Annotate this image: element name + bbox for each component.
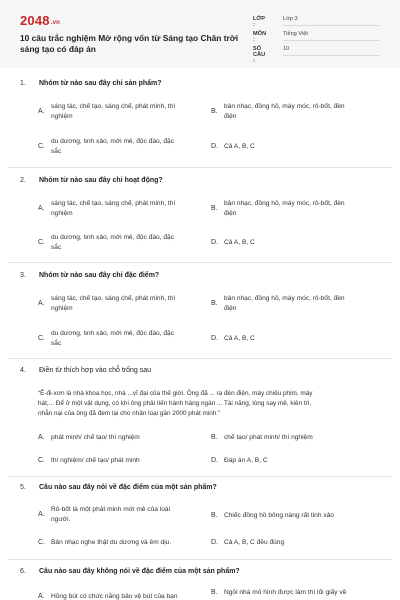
option-label: C. [38, 457, 45, 464]
passage-line: “Ê-đi-xơn là nhà khoa học, nhà ...vĩ đại của thế giới. Ông đã ... ra đèn điện, máy chiếu phim, máy [38, 390, 313, 397]
question-text: Câu nào sau đây nói về đặc điểm của một sản phẩm? [39, 484, 217, 491]
option-text: sáng tác, chế tạo, sáng chế, phát minh, thí nghiệm [51, 200, 176, 217]
question-divider [8, 167, 392, 168]
option-text: Đáp án A, B, C [224, 457, 268, 464]
option-label: D. [211, 239, 218, 246]
meta-count-value: 10 [283, 46, 290, 52]
option-text: du dương, tinh xảo, mới mẻ, độc đáo, đặc sắc [51, 234, 175, 251]
option-text: Rô-bốt là một phát minh mới mẻ của loài người. [51, 506, 171, 523]
option-text: thí nghiệm/ chế tạo/ phát minh [51, 457, 140, 464]
option-label: B. [211, 512, 218, 519]
document-title: 10 câu trắc nghiệm Mở rộng vốn từ Sáng tạo Chân trời sáng tạo có đáp án [20, 33, 239, 54]
question-text: Nhóm từ nào sau đây chỉ đặc điểm? [39, 272, 160, 279]
meta-divider [283, 40, 380, 41]
logo-number: 2048 [20, 13, 50, 28]
meta-count-label: SỐ CÂU : [253, 46, 266, 64]
option-text: phát minh/ chế tạo/ thí nghiệm [51, 434, 140, 441]
option-label: C. [38, 539, 45, 546]
option-label: B. [211, 434, 218, 441]
meta-class-label: LỚP : [253, 16, 265, 28]
passage-line: hát,... Để ở một vật dụng, có khi ông phải tiến hành hàng ngàn ... Tài năng, lòng say mê, kiên trì, [38, 400, 312, 407]
question-text: Câu nào sau đây không nói về đặc điểm của một sản phẩm? [39, 568, 240, 575]
option-text: bản nhạc, đồng hồ, máy móc, rô-bốt, đèn điện [224, 295, 345, 312]
passage-line: nhẫn nại của ông đã đem lại cho nhân loại gần 2000 phát minh.” [38, 410, 221, 417]
question-number: 4. [20, 367, 26, 374]
question-divider [8, 476, 392, 477]
option-text: Hồng bút có chức năng bảo vệ bút của bạn [51, 593, 178, 600]
question-number: 6. [20, 568, 26, 575]
question-passage [38, 389, 374, 419]
logo-domain: .vn [50, 20, 61, 26]
option-text: Cả A, B, C đều đúng [224, 539, 285, 546]
question-number: 2. [20, 177, 26, 184]
option-text: chế tạo/ phát minh/ thí nghiệm [224, 434, 313, 441]
option-label: D. [211, 539, 218, 546]
option-text: Cả A, B, C [224, 335, 255, 342]
question-text: Điền từ thích hợp vào chỗ trống sau [39, 367, 152, 374]
option-text: bản nhạc, đồng hồ, máy móc, rô-bốt, đèn điện [224, 200, 345, 217]
meta-class-value: Lớp 3 [283, 16, 298, 22]
option-text: Cả A, B, C [224, 239, 255, 246]
question-divider [8, 559, 392, 560]
option-label: D. [211, 335, 218, 342]
option-text: sáng tác, chế tạo, sáng chế, phát minh, thí nghiệm [51, 295, 176, 312]
option-label: A. [38, 593, 45, 600]
question-number: 3. [20, 272, 26, 279]
option-label: B. [211, 205, 218, 212]
option-label: C. [38, 335, 45, 342]
option-label: A. [38, 434, 45, 441]
option-label: D. [211, 143, 218, 150]
question-number: 5. [20, 484, 26, 491]
option-text: Bản nhạc nghe thật du dương và êm dịu. [51, 539, 172, 546]
question-divider [8, 358, 392, 359]
option-text: Ngôi nhà mô hình được làm thì lối giấy về [224, 589, 347, 596]
meta-subject-value: Tiếng Việt [283, 31, 308, 37]
document-header [0, 0, 400, 68]
question-text: Nhóm từ nào sau đây chỉ hoạt động? [39, 177, 163, 184]
option-label: C. [38, 143, 45, 150]
option-label: B. [211, 108, 218, 115]
question-text: Nhóm từ nào sau đây chỉ sản phẩm? [39, 80, 162, 87]
meta-subject-label: MÔN : [253, 31, 267, 43]
option-text: sáng tác, chế tạo, sáng chế, phát minh, thí nghiệm [51, 103, 176, 120]
option-label: B. [211, 300, 218, 307]
option-text: Chiếc đồng hồ bông nàng rất tinh xảo [224, 512, 334, 519]
option-label: C. [38, 239, 45, 246]
site-logo[interactable] [20, 13, 60, 28]
option-text: bản nhạc, đồng hồ, máy móc, rô-bốt, đèn điện [224, 103, 345, 120]
option-label: A. [38, 205, 45, 212]
option-label: D. [211, 457, 218, 464]
option-text: Cả A, B, C [224, 143, 255, 150]
option-label: B. [211, 589, 218, 596]
question-number: 1. [20, 80, 26, 87]
option-label: A. [38, 300, 45, 307]
question-divider [8, 262, 392, 263]
option-text: du dương, tinh xảo, mới mẻ, độc đáo, đặc sắc [51, 138, 175, 155]
meta-divider [283, 55, 380, 56]
option-label: A. [38, 108, 45, 115]
option-label: A. [38, 511, 45, 518]
meta-divider [283, 25, 380, 26]
option-text: du dương, tinh xảo, mới mẻ, độc đáo, đặc sắc [51, 330, 175, 347]
